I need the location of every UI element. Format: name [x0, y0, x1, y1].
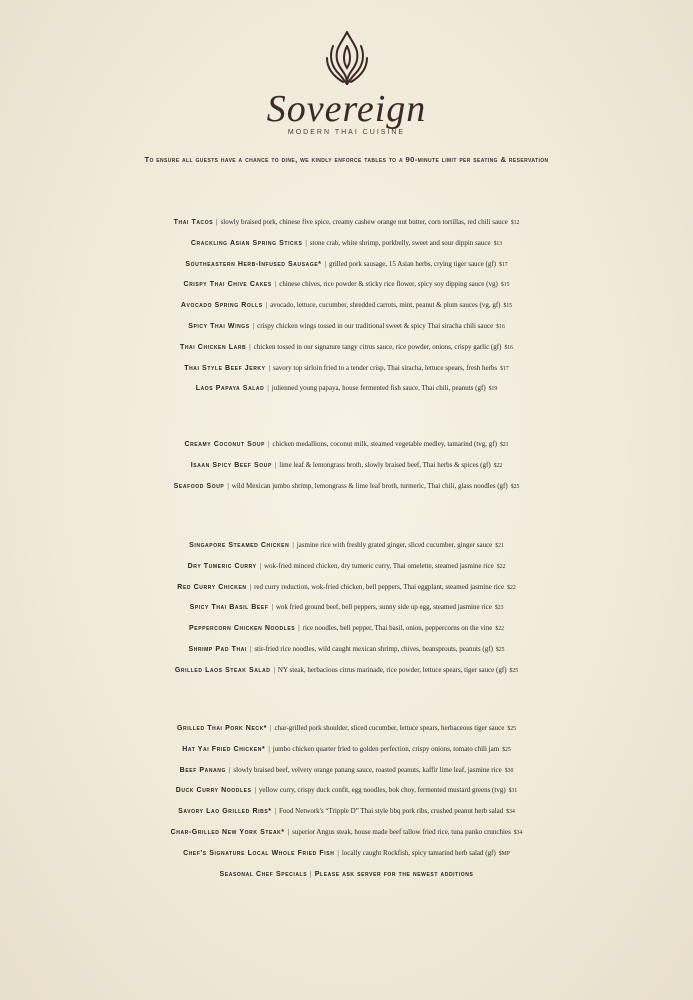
- menu-section-soups: [0, 434, 693, 496]
- menu-item-price: $17: [499, 261, 508, 268]
- separator: |: [249, 644, 252, 653]
- menu-item-name: Creamy Coconut Soup: [184, 441, 266, 448]
- menu-item-name: Thai Chicken Larb: [179, 343, 247, 351]
- brand-tagline: MODERN THAI CUISINE: [287, 129, 406, 136]
- menu-item-description: char-grilled pork shoulder, sliced cucumber, lettuce spears, herbaceous tiger sauce: [274, 724, 505, 732]
- seating-notice: To ensure all guests have a chance to dine, we kindly enforce tables to a 90-minute limit per seating & reservation: [144, 155, 549, 164]
- menu-item-description: red curry reduction, wok-fried chicken, bell peppers, Thai eggplant, steamed jasmine rice: [254, 582, 505, 591]
- menu-item-price: $31: [508, 788, 518, 795]
- menu-item-name: Shrimp Pad Thai: [188, 645, 247, 653]
- menu-item-price: $22: [493, 462, 503, 469]
- separator: |: [265, 301, 268, 310]
- menu-item: [0, 718, 693, 739]
- menu-item: [0, 358, 693, 379]
- menu-item-description: locally caught Rockfish, spicy tamarind herb salad (gf): [341, 848, 496, 857]
- menu-item-price: $21: [499, 442, 509, 448]
- separator: |: [259, 561, 261, 570]
- separator: |: [292, 541, 294, 549]
- menu-item: [0, 476, 693, 497]
- separator: |: [249, 582, 252, 591]
- separator: |: [310, 869, 312, 878]
- menu-item-name: Seasonal Chef Specials: [219, 870, 308, 878]
- menu-item: [0, 597, 693, 618]
- menu-item: [0, 535, 693, 556]
- menu-item: [0, 822, 693, 843]
- separator: |: [287, 827, 290, 836]
- menu-item-price: $25: [510, 483, 520, 490]
- menu-item-name: Red Curry Chicken: [177, 583, 247, 591]
- menu-item: [0, 455, 693, 476]
- brand-name: Sovereign: [266, 88, 427, 130]
- separator: |: [324, 259, 327, 268]
- separator: |: [337, 848, 339, 857]
- separator: |: [274, 807, 277, 816]
- menu-item-price: $MP: [498, 850, 510, 857]
- separator: |: [268, 363, 270, 372]
- menu-item-name: Savory Lao Grilled Ribs*: [178, 808, 272, 816]
- menu-item: [0, 212, 693, 233]
- separator: |: [229, 765, 231, 774]
- menu-item-name: Laos Papaya Salad: [195, 385, 265, 393]
- menu-item-price: $16: [496, 323, 505, 330]
- menu-item-price: $34: [513, 829, 523, 836]
- menu-item: [0, 801, 693, 822]
- flame-icon: [321, 28, 373, 88]
- menu-item-price: $21: [495, 543, 504, 549]
- menu-item-price: $25: [509, 667, 519, 674]
- menu-section-starters: [0, 212, 693, 399]
- menu-item-name: Grilled Laos Steak Salad: [174, 666, 271, 674]
- menu-item-price: $22: [496, 563, 506, 570]
- menu-item: [0, 639, 693, 660]
- menu-item-description: jumbo chicken quarter fried to golden perfection, crispy onions, tomato chili jam: [272, 744, 500, 753]
- menu-item-name: Beef Panang: [179, 766, 226, 774]
- menu-item-description: slowly braised beef, velvety orange panang sauce, roasted peanuts, kaffir lime leaf, jasmine rice: [233, 765, 502, 774]
- menu-item: [0, 233, 693, 254]
- menu-item-description: Please ask server for the newest additions: [314, 870, 474, 878]
- menu-section-entrees: [0, 718, 693, 884]
- separator: |: [216, 218, 218, 226]
- menu-item: [0, 577, 693, 598]
- menu-item: [0, 378, 693, 399]
- menu-item-description: chinese chives, rice powder & sticky rice flower, spicy soy dipping sauce (vg): [279, 280, 498, 289]
- menu-item-price: $34: [506, 809, 515, 816]
- menu-item-description: avocado, lettuce, cucumber, shredded carrots, mint, peanut & plum sauces (vg, gf): [270, 301, 501, 310]
- menu-item-price: $25: [502, 746, 511, 753]
- separator: |: [254, 786, 256, 795]
- menu-item: [0, 274, 693, 295]
- menu-item-price: $16: [504, 344, 514, 351]
- menu-item-name: Spicy Thai Basil Beef: [189, 604, 269, 612]
- separator: |: [268, 440, 270, 448]
- menu-item-description: wok-fried minced chicken, dry tumeric curry, Thai omelette, steamed jasmine rice: [264, 561, 494, 570]
- menu-item: [0, 739, 693, 760]
- menu-item: [0, 660, 693, 681]
- separator: |: [268, 744, 270, 753]
- menu-item-name: Dry Tumeric Curry: [187, 562, 257, 570]
- menu-item: [0, 337, 693, 358]
- menu-item-name: Avocado Spring Rolls: [180, 302, 263, 310]
- menu-item-description: chicken tossed in our signature tangy citrus sauce, rice powder, onions, crispy garlic (gf): [253, 342, 502, 351]
- separator: |: [267, 384, 269, 393]
- menu-item-description: stone crab, white shrimp, porkbelly, sweet and sour dippin sauce: [309, 238, 491, 247]
- separator: |: [274, 280, 277, 289]
- menu-item-price: $15: [500, 282, 510, 289]
- restaurant-logo: [0, 28, 693, 136]
- menu-item-price: $19: [488, 386, 498, 393]
- separator: |: [298, 624, 300, 633]
- menu-item-description: jasmine rice with freshly grated ginger, sliced cucumber, ginger sauce: [296, 541, 493, 549]
- menu-item-price: $12: [510, 220, 520, 226]
- menu-item-name: Seafood Soup: [173, 482, 225, 490]
- menu-item-name: Isaan Spicy Beef Soup: [190, 461, 272, 469]
- menu-item-price: $23: [494, 605, 504, 612]
- menu-item-description: savory top sirloin fried to a tender crisp, Thai siracha, lettuce spears, fresh herbs: [272, 363, 498, 372]
- menu-item: [0, 434, 693, 455]
- menu-item-name: Duck Curry Noodles: [175, 787, 252, 795]
- menu-item-price: $15: [503, 303, 513, 310]
- menu-item: [0, 295, 693, 316]
- separator: |: [274, 460, 277, 469]
- menu-item-description: slowly braised pork, chinese five spice, creamy cashew orange nut butter, corn tortillas, red chili sauce: [220, 218, 508, 226]
- menu-item-name: Char-Grilled New York Steak*: [170, 828, 285, 836]
- menu-item-price: $13: [493, 240, 503, 247]
- menu-item-price: $30: [504, 767, 514, 774]
- menu-item-description: superior Angus steak, house made beef tallow fried rice, tuna panko crunchies: [292, 827, 511, 836]
- separator: |: [252, 321, 255, 330]
- menu-item-description: wild Mexican jumbo shrimp, lemongrass & lime leaf broth, turmeric, Thai chili, glass noodles (gf): [231, 481, 508, 490]
- separator: |: [227, 481, 229, 490]
- menu-item-description: grilled pork sausage, 15 Asian herbs, crying tiger sauce (gf): [329, 259, 497, 268]
- separator: |: [273, 665, 275, 674]
- menu-item-name: Grilled Thai Pork Neck*: [177, 725, 268, 732]
- menu-item-name: Spicy Thai Wings: [188, 322, 250, 330]
- menu-item-name: Peppercorn Chicken Noodles: [189, 625, 296, 633]
- separator: |: [305, 238, 307, 247]
- menu-item-description: NY steak, herbacious citrus marinade, rice powder, lettuce spears, tiger sauce (gf): [277, 665, 507, 674]
- menu-item-name: Thai Tacos: [173, 219, 214, 226]
- menu-section-rice-noodles: [0, 535, 693, 681]
- menu-item-description: yellow curry, crispy duck confit, egg noodles, bok choy, fermented mustard greens (tvg): [258, 786, 506, 795]
- menu-item: [0, 760, 693, 781]
- separator: |: [249, 342, 251, 351]
- menu-item-name: Crispy Thai Chive Cakes: [183, 281, 272, 289]
- menu-item: [0, 556, 693, 577]
- menu-item-description: chicken medallions, coconut milk, steamed vegetable medley, tamarind (tvg, gf): [272, 440, 497, 448]
- separator: |: [271, 603, 273, 612]
- menu-item: [0, 843, 693, 864]
- menu-item-description: Food Network's “Tripple D” Thai style bbq pork ribs, crushed peanut herb salad: [279, 807, 504, 816]
- menu-item-description: crispy chicken wings tossed in our traditional sweet & spicy Thai siracha chili sauce: [257, 321, 494, 330]
- menu-item-price: $25: [495, 646, 505, 653]
- menu-item-name: Chef's Signature Local Whole Fried Fish: [183, 849, 335, 857]
- menu-item: [0, 254, 693, 275]
- menu-item-description: rice noodles, bell pepper, Thai basil, onion, peppercorns on the vine: [302, 624, 493, 633]
- menu-item-price: $17: [500, 365, 509, 372]
- menu-item-description: wok fried ground beef, bell peppers, sunny side up egg, steamed jasmine rice: [275, 603, 492, 612]
- menu-item-name: Thai Style Beef Jerky: [184, 364, 266, 372]
- menu-item: [0, 780, 693, 801]
- menu-item: [0, 864, 693, 885]
- separator: |: [270, 724, 272, 732]
- menu-item-description: stir-fried rice noodles, wild caught mexican shrimp, chives, beansprouts, peanuts (gf): [254, 644, 493, 653]
- menu-item-price: $22: [495, 626, 504, 633]
- menu-item-price: $25: [507, 726, 516, 732]
- menu-item-name: Singapore Steamed Chicken: [189, 542, 290, 549]
- menu-item-name: Crackling Asian Spring Sticks: [190, 239, 303, 247]
- menu-item: [0, 618, 693, 639]
- menu-item-description: lime leaf & lemongrass broth, slowly braised beef, Thai herbs & spices (gf): [279, 460, 491, 469]
- menu-item-name: Southeastern Herb-Infused Sausage*: [185, 260, 322, 268]
- menu-item-name: Hat Yai Fried Chicken*: [182, 745, 266, 753]
- menu-item-description: julienned young papaya, house fermented fish sauce, Thai chili, peanuts (gf): [271, 384, 486, 393]
- menu-item: [0, 316, 693, 337]
- menu-item-price: $22: [507, 584, 516, 591]
